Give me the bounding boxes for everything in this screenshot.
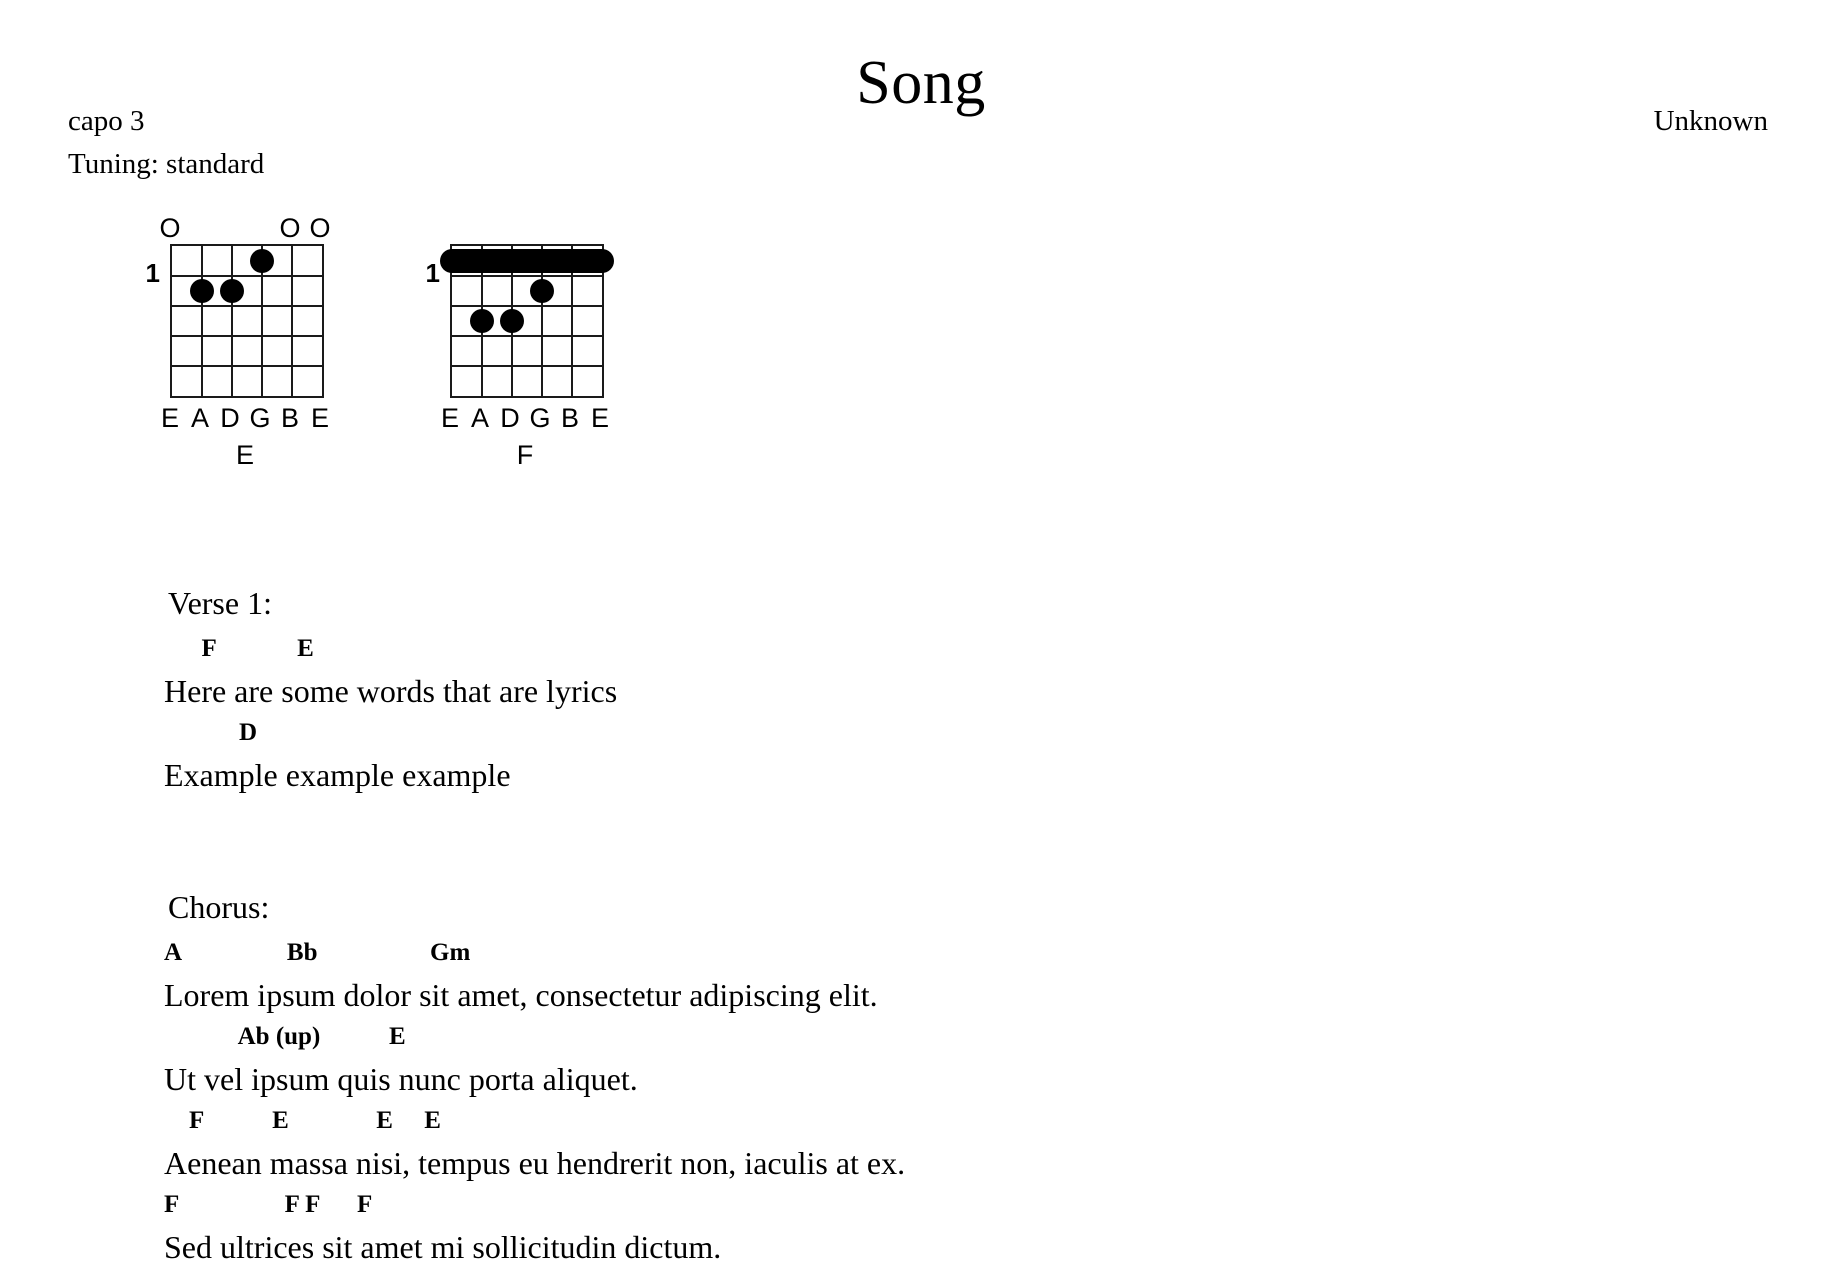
finger-dot	[220, 279, 244, 303]
fret-line	[452, 365, 602, 367]
chord-diagram-f	[408, 214, 608, 472]
fret-line	[452, 275, 602, 277]
lyric-section	[164, 882, 1668, 1268]
finger-dot	[250, 249, 274, 273]
chord-line: F E	[164, 635, 314, 662]
lyric-line: Here are some words that are lyrics	[164, 673, 618, 709]
string-line	[291, 246, 293, 396]
fretboard-row	[128, 244, 328, 398]
string-label: B	[280, 403, 300, 433]
chord-line: F E E E	[164, 1107, 441, 1134]
string-label: E	[310, 403, 330, 433]
section-heading: Verse 1:	[168, 585, 272, 621]
chord-name-label: E	[235, 440, 254, 470]
string-label: A	[190, 403, 210, 433]
finger-dot	[500, 309, 524, 333]
capo-label: capo 3	[68, 105, 145, 137]
first-fret-number: 1	[145, 258, 160, 288]
open-string-icon: O	[279, 213, 301, 243]
string-label: B	[560, 403, 580, 433]
chord-diagram-list	[128, 214, 608, 472]
page-title: Song	[856, 48, 986, 117]
fret-line	[452, 335, 602, 337]
fret-line	[452, 305, 602, 307]
chord-diagram-e	[128, 213, 331, 472]
chord-line: A Bb Gm	[164, 939, 471, 966]
lyric-line: Lorem ipsum dolor sit amet, consectetur adipiscing elit.	[164, 977, 878, 1013]
chord-sheet	[164, 578, 1668, 1268]
lyric-line: Sed ultrices sit amet mi sollicitudin dictum.	[164, 1229, 722, 1265]
string-label: E	[160, 403, 180, 433]
lyric-line: Ut vel ipsum quis nunc porta aliquet.	[164, 1061, 638, 1097]
barre-marker	[440, 249, 614, 273]
lyric-line: Example example example	[164, 757, 511, 793]
first-fret-number: 1	[425, 258, 440, 288]
finger-dot	[190, 279, 214, 303]
string-label: D	[500, 403, 520, 433]
finger-dot	[470, 309, 494, 333]
chord-line: F F F F	[164, 1191, 373, 1218]
finger-dot	[530, 279, 554, 303]
open-string-markers	[450, 214, 600, 244]
open-string-icon: O	[159, 213, 181, 243]
fret-line	[172, 305, 322, 307]
string-label: E	[440, 403, 460, 433]
chord-line: Ab (up) E	[164, 1023, 406, 1050]
string-name-labels	[440, 402, 610, 436]
fret-line	[172, 275, 322, 277]
fretboard-row	[408, 244, 608, 398]
chord-name-label: F	[516, 440, 534, 470]
section-heading: Chorus:	[168, 889, 270, 925]
string-label: G	[249, 403, 271, 433]
chord-line: D	[164, 719, 258, 746]
string-label: A	[470, 403, 490, 433]
lyric-section	[164, 578, 1668, 796]
open-string-icon: O	[309, 213, 331, 243]
fret-line	[172, 335, 322, 337]
string-label: G	[529, 403, 551, 433]
open-string-markers	[159, 213, 331, 244]
string-line	[201, 246, 203, 396]
string-label: D	[220, 403, 240, 433]
fret-line	[172, 365, 322, 367]
fretboard-grid	[450, 244, 604, 398]
tuning-label: Tuning: standard	[68, 148, 265, 180]
meta-row	[68, 100, 1768, 142]
section-spacer	[168, 796, 1668, 882]
string-label: E	[590, 403, 610, 433]
artist-label: Unknown	[1653, 105, 1768, 137]
string-name-labels	[160, 402, 330, 436]
lyric-line: Aenean massa nisi, tempus eu hendrerit non, iaculis at ex.	[164, 1145, 906, 1181]
string-line	[231, 246, 233, 396]
fretboard-grid	[170, 244, 324, 398]
